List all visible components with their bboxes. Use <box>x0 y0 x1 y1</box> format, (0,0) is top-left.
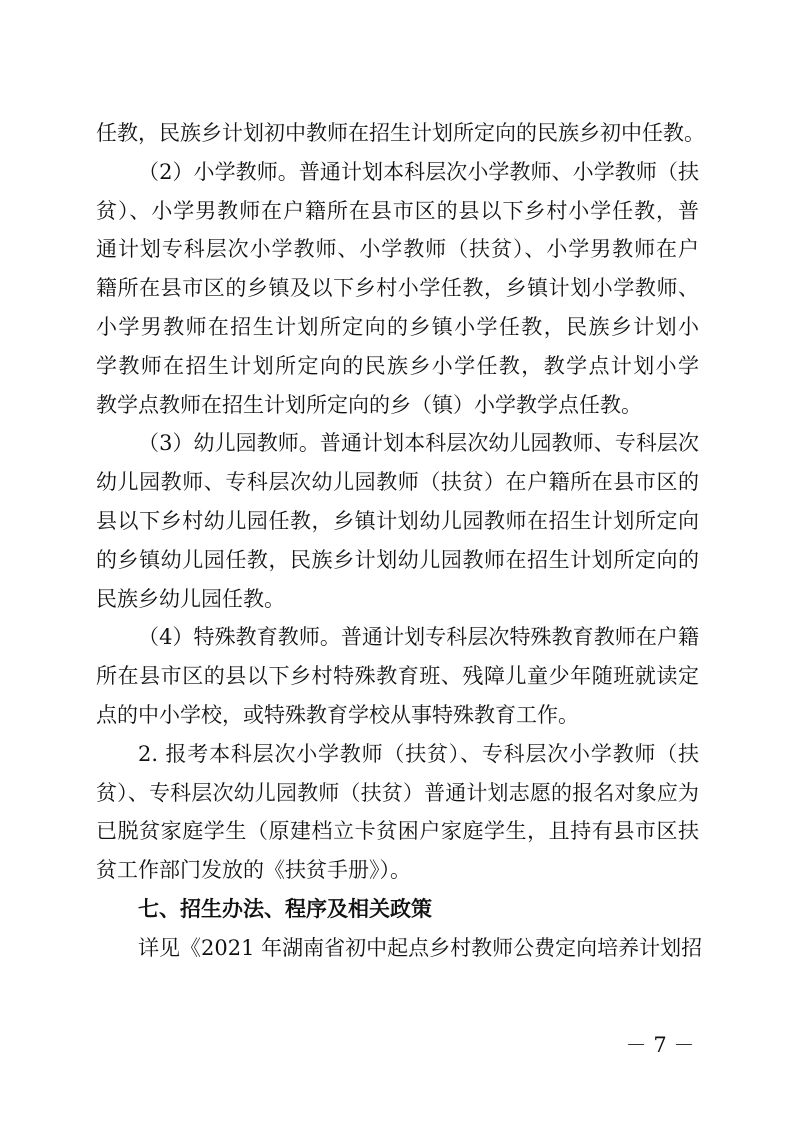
paragraph-line: 幼儿园教师、专科层次幼儿园教师（扶贫）在户籍所在县市区的 <box>96 470 699 495</box>
paragraph-line: 点的中小学校，或特殊教育学校从事特殊教育工作。 <box>96 702 579 727</box>
paragraph-line: 2. 报考本科层次小学教师（扶贫）、专科层次小学教师（扶 <box>138 741 699 766</box>
page-number: － 7 － <box>625 1033 695 1057</box>
paragraph-line: 小学男教师在招生计划所定向的乡镇小学任教，民族乡计划小 <box>96 314 699 339</box>
paragraph-line: 贫）、专科层次幼儿园教师（扶贫）普通计划志愿的报名对象应为 <box>96 780 699 805</box>
paragraph-line: （3）幼儿园教师。普通计划本科层次幼儿园教师、专科层次 <box>138 431 699 456</box>
paragraph-line: 籍所在县市区的乡镇及以下乡村小学任教，乡镇计划小学教师、 <box>96 276 699 301</box>
section-heading: 七、招生办法、程序及相关政策 <box>138 896 432 921</box>
paragraph-line: （2）小学教师。普通计划本科层次小学教师、小学教师（扶 <box>138 159 699 184</box>
paragraph-line: 民族乡幼儿园任教。 <box>96 586 285 611</box>
paragraph-line: 已脱贫家庭学生（原建档立卡贫困户家庭学生，且持有县市区扶 <box>96 819 699 844</box>
paragraph-line: 县以下乡村幼儿园任教，乡镇计划幼儿园教师在招生计划所定向 <box>96 508 699 533</box>
document-body <box>96 114 705 968</box>
paragraph-line: 贫）、小学男教师在户籍所在县市区的县以下乡村小学任教，普 <box>96 198 699 223</box>
paragraph-line: 任教，民族乡计划初中教师在招生计划所定向的民族乡初中任教。 <box>96 121 705 145</box>
paragraph-line: 教学点教师在招生计划所定向的乡（镇）小学教学点任教。 <box>96 392 642 417</box>
paragraph-line: 学教师在招生计划所定向的民族乡小学任教，教学点计划小学 <box>96 353 699 378</box>
paragraph-line: 通计划专科层次小学教师、小学教师（扶贫）、小学男教师在户 <box>96 237 699 262</box>
paragraph-line: 贫工作部门发放的《扶贫手册》）。 <box>96 858 411 883</box>
paragraph-line: 详见《2021 年湖南省初中起点乡村教师公费定向培养计划招 <box>138 935 703 960</box>
paragraph-line: （4）特殊教育教师。普通计划专科层次特殊教育教师在户籍 <box>138 625 699 650</box>
paragraph-line: 所在县市区的县以下乡村特殊教育班、残障儿童少年随班就读定 <box>96 664 699 689</box>
paragraph-line: 的乡镇幼儿园任教，民族乡计划幼儿园教师在招生计划所定向的 <box>96 547 699 572</box>
